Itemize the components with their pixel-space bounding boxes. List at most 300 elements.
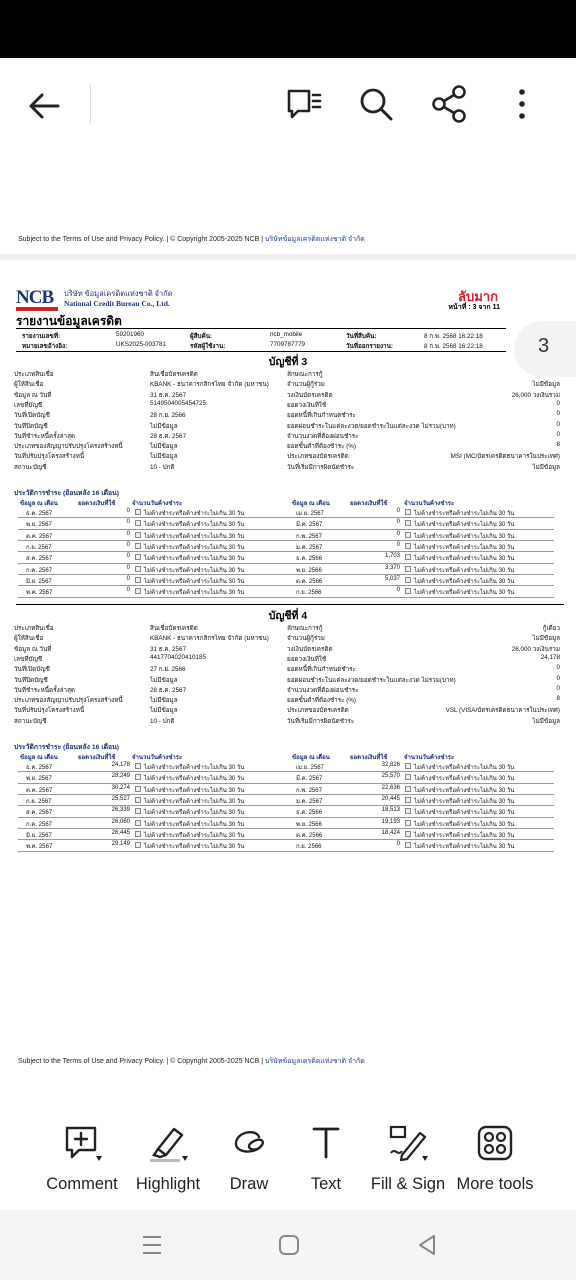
history-header: ยอดวงเงินที่ใช้ (350, 501, 388, 507)
meta-v1: 59201960 (116, 331, 145, 338)
field-value: สินเชื่อบัตรเครดิต (150, 625, 198, 632)
field-value: 0 (556, 410, 560, 418)
history-amount: 0 (396, 541, 400, 548)
top-toolbar (0, 58, 576, 150)
field-label: ประเภทของสัญญาปรับปรุงโครงสร้างหนี้ (14, 697, 123, 705)
company-name-en: National Credit Bureau Co., Ltd. (64, 299, 170, 308)
comment-label: Comment (46, 1175, 118, 1193)
field-label: วันที่ชำระหนี้ครั้งล่าสุด (14, 432, 76, 440)
history-month: ก.ค. 2567 (26, 821, 52, 828)
ncb-logo (16, 287, 60, 307)
history-status: ไม่ค้างชำระหรือค้างชำระไม่เกิน 30 วัน (414, 556, 515, 563)
history-month: ต.ค. 2567 (26, 533, 53, 540)
history-amount: 0 (396, 841, 400, 848)
field-value: 8 (556, 441, 560, 449)
history-amount: 26,339 (111, 807, 130, 814)
confidential-label: ลับมาก (458, 289, 498, 304)
field-value: 28 ธ.ค. 2567 (150, 686, 187, 694)
status-check-icon (405, 577, 411, 583)
history-month: ส.ค. 2567 (26, 810, 53, 817)
field-value: 10 - ปกติ (150, 717, 175, 725)
field-label: ประเภทของสัญญาปรับปรุงโครงสร้างหนี้ (14, 443, 123, 451)
history-row (18, 541, 554, 552)
field-label: ยอดขั้นต่ำที่ต้องชำระ (%) (287, 697, 357, 705)
history-month: ก.พ. 2567 (296, 787, 322, 794)
draw-label: Draw (229, 1175, 269, 1193)
meta-k1: รายงานเลขที่: (22, 333, 61, 340)
history-amount: 26,445 (111, 829, 130, 836)
status-check-icon (135, 532, 141, 538)
field-value: MSI (MC/บัตรเครดิตธนาคารในประเทศ) (450, 453, 560, 461)
report-page (0, 260, 576, 1095)
field-value: 28 ก.ย. 2566 (150, 412, 186, 420)
history-status: ไม่ค้างชำระหรือค้างชำระไม่เกิน 30 วัน (144, 787, 245, 794)
history-title: ประวัติการชำระ (ย้อนหลัง 16 เดือน) (14, 744, 120, 751)
field-value: 0 (556, 664, 560, 672)
field-label: สถานะบัญชี (14, 717, 47, 725)
previous-page (0, 150, 576, 254)
history-status: ไม่ค้างชำระหรือค้างชำระไม่เกิน 30 วัน (414, 511, 515, 517)
page-footer-bottom (18, 1056, 365, 1067)
fill-sign-icon (388, 1123, 428, 1163)
field-value: 26,000 วงเงินรวม (511, 391, 560, 399)
field-value: KBANK - ธนาคารกสิกรไทย จำกัด (มหาชน) (150, 381, 269, 389)
draw-icon (229, 1123, 269, 1163)
field-value: 0 (556, 430, 560, 438)
field-value: ไม่มีข้อมูล (150, 676, 178, 684)
recents-icon[interactable] (139, 1232, 165, 1258)
history-amount: 25,570 (381, 773, 400, 780)
field-value: 28 ธ.ค. 2567 (150, 432, 187, 440)
share-icon[interactable] (428, 82, 472, 126)
page-indicator-number: 3 (538, 335, 550, 357)
history-status: ไม่ค้างชำระหรือค้างชำระไม่เกิน 30 วัน (414, 798, 515, 805)
field-value: ไม่มีข้อมูล (150, 453, 178, 461)
history-row (18, 772, 554, 783)
history-month: ต.ค. 2566 (296, 578, 323, 585)
field-value: 0 (556, 420, 560, 428)
history-month: พ.ย. 2566 (296, 821, 322, 828)
field-value: 31 ธ.ค. 2567 (150, 391, 187, 399)
highlight-label: Highlight (135, 1175, 201, 1193)
history-status: ไม่ค้างชำระหรือค้างชำระไม่เกิน 30 วัน (144, 798, 245, 805)
history-status: ไม่ค้างชำระหรือค้างชำระไม่เกิน 30 วัน (144, 832, 245, 839)
status-check-icon (405, 797, 411, 803)
field-label: วันที่ปรับปรุงโครงสร้างหนี้ (14, 453, 85, 461)
field-label: ยอดหนี้ที่เกินกำหนดชำระ (287, 412, 356, 420)
history-header: ข้อมูล ณ เดือน (292, 501, 330, 507)
history-status: ไม่ค้างชำระหรือค้างชำระไม่เกิน 30 วัน (414, 787, 515, 794)
history-amount: 0 (126, 508, 130, 514)
history-amount: 20,445 (381, 795, 400, 802)
history-amount: 0 (126, 541, 130, 548)
status-check-icon (405, 842, 411, 848)
field-value: 10 - ปกติ (150, 463, 175, 471)
history-amount: 18,424 (381, 829, 400, 836)
history-month: ส.ค. 2567 (26, 556, 53, 563)
field-label: จำนวนผู้กู้ร่วม (287, 381, 325, 389)
history-status: ไม่ค้างชำระหรือค้างชำระไม่เกิน 30 วัน (414, 533, 515, 540)
status-check-icon (135, 842, 141, 848)
logo-text: NCB (16, 287, 54, 308)
status-check-icon (405, 808, 411, 814)
text-icon (306, 1123, 346, 1163)
footer-text: Subject to the Terms of Use and Privacy Policy. | © Copyright 2005-2025 NCB | (18, 1058, 266, 1065)
status-check-icon (405, 820, 411, 826)
field-value: 8 (556, 695, 560, 703)
history-status: ไม่ค้างชำระหรือค้างชำระไม่เกิน 30 วัน (144, 511, 245, 517)
history-status: ไม่ค้างชำระหรือค้างชำระไม่เกิน 30 วัน (414, 844, 515, 851)
history-header: ยอดวงเงินที่ใช้ (350, 755, 388, 761)
field-label: ยอดผ่อนชำระในแต่ละงวด/ยอดชำระในแต่ละงวด ไม่รวม(บาท) (287, 422, 456, 430)
history-amount: 25,527 (111, 795, 130, 802)
field-value: 0 (556, 674, 560, 682)
more-vertical-icon[interactable] (500, 82, 544, 126)
history-row (18, 806, 554, 817)
field-value: ไม่มีข้อมูล (532, 717, 560, 725)
history-amount: 0 (396, 587, 400, 594)
field-label: ยอดหนี้ที่เกินกำหนดชำระ (287, 666, 356, 674)
history-header: จำนวนวันค้างชำระ (404, 501, 455, 507)
history-row (18, 507, 554, 518)
status-check-icon (135, 774, 141, 780)
meta-v3: 8 ก.พ. 2568 16:22:18 (424, 343, 483, 350)
history-month: ต.ค. 2567 (26, 787, 53, 794)
field-label: วันที่ชำระหนี้ครั้งล่าสุด (14, 686, 76, 694)
history-row (18, 586, 554, 597)
company-name-th: บริษัท ข้อมูลเครดิตแห่งชาติ จำกัด (64, 289, 173, 298)
field-value: ไม่มีข้อมูล (532, 381, 560, 389)
add-comment-icon (62, 1123, 102, 1163)
toolbar-divider (90, 84, 91, 124)
field-label: จำนวนงวดที่ต้องผ่อนชำระ (287, 686, 359, 694)
meta-k3: วันที่ออกรายงาน: (346, 343, 393, 350)
history-month: ม.ค. 2567 (296, 798, 323, 805)
history-row (18, 829, 554, 840)
field-label: วงเงินบัตรเครดิต (287, 391, 333, 399)
history-status: ไม่ค้างชำระหรือค้างชำระไม่เกิน 30 วัน (144, 533, 245, 540)
status-check-icon (405, 588, 411, 594)
account-separator (16, 604, 564, 605)
field-label: วันที่ปรับปรุงโครงสร้างหนี้ (14, 707, 85, 715)
history-amount: 0 (126, 587, 130, 594)
history-month: พ.ย. 2566 (296, 567, 322, 574)
meta-v2: ncb_mobile (270, 331, 303, 338)
field-value: VSL (VISA/บัตรเครดิตธนาคารในประเทศ) (445, 707, 560, 715)
history-amount: 0 (126, 553, 130, 560)
field-value: กู้เดี่ยว (542, 625, 560, 632)
history-status: ไม่ค้างชำระหรือค้างชำระไม่เกิน 30 วัน (414, 544, 515, 551)
field-value: 0 (556, 684, 560, 692)
history-status: ไม่ค้างชำระหรือค้างชำระไม่เกิน 30 วัน (414, 578, 515, 585)
history-month: ธ.ค. 2567 (26, 511, 53, 517)
footer-text: Subject to the Terms of Use and Privacy Policy. | © Copyright 2005-2025 NCB | (18, 236, 266, 243)
history-status: ไม่ค้างชำระหรือค้างชำระไม่เกิน 30 วัน (144, 567, 245, 574)
history-status: ไม่ค้างชำระหรือค้างชำระไม่เกิน 30 วัน (144, 810, 245, 817)
history-amount: 0 (396, 519, 400, 526)
field-label: วันที่ปิดบัญชี (14, 676, 48, 684)
history-header: ข้อมูล ณ เดือน (20, 501, 58, 507)
status-check-icon (405, 509, 411, 515)
history-header: ข้อมูล ณ เดือน (20, 755, 58, 761)
history-row (18, 818, 554, 829)
history-amount: 24,178 (111, 762, 130, 768)
field-label: ประเภทสินเชื่อ (14, 625, 54, 632)
history-month: ธ.ค. 2566 (296, 556, 323, 563)
history-month: ธ.ค. 2566 (296, 810, 323, 817)
meta-k2: ผู้สืบค้น: (190, 333, 213, 340)
page-indicator[interactable] (514, 321, 576, 377)
history-status: ไม่ค้างชำระหรือค้างชำระไม่เกิน 30 วัน (144, 544, 245, 551)
page-number-label: หน้าที่ : 3 จาก 11 (448, 304, 500, 311)
footer-link[interactable]: บริษัทข้อมูลเครดิตแห่งชาติ จำกัด (265, 236, 365, 243)
status-check-icon (135, 786, 141, 792)
field-value: 5149504005454725 (150, 399, 207, 407)
history-status: ไม่ค้างชำระหรือค้างชำระไม่เกิน 30 วัน (414, 776, 515, 783)
history-month: ต.ค. 2566 (296, 832, 323, 839)
field-value: 4417704020410185 (150, 653, 207, 661)
field-value: 31 ธ.ค. 2567 (150, 645, 187, 653)
history-month: พ.ย. 2567 (26, 522, 52, 529)
comment-tool[interactable] (32, 1095, 132, 1210)
status-check-icon (135, 763, 141, 769)
history-amount: 22,636 (381, 784, 400, 791)
history-row (18, 784, 554, 795)
field-label: ยอดวงเงินที่ใช้ (287, 401, 327, 409)
status-check-icon (135, 509, 141, 515)
history-amount: 18,513 (381, 807, 400, 814)
history-amount: 32,826 (381, 762, 400, 768)
history-month: ธ.ค. 2567 (26, 765, 53, 771)
field-value: 24,178 (540, 653, 560, 661)
history-row (18, 840, 554, 851)
status-check-icon (135, 588, 141, 594)
field-label: วันที่เปิดบัญชี (14, 666, 50, 674)
field-value: ไม่มีข้อมูล (150, 707, 178, 715)
field-label: ประเภทสินเชื่อ (14, 371, 54, 378)
report-title: รายงานข้อมูลเครดิต (16, 314, 122, 328)
history-amount: 3,370 (384, 564, 400, 571)
history-month: ก.ย. 2567 (26, 798, 52, 805)
meta-v2: 7709787779 (270, 341, 306, 348)
back-triangle-icon[interactable] (414, 1232, 440, 1258)
history-status: ไม่ค้างชำระหรือค้างชำระไม่เกิน 30 วัน (144, 844, 245, 851)
home-icon[interactable] (276, 1232, 302, 1258)
history-amount: 0 (126, 530, 130, 537)
history-status: ไม่ค้างชำระหรือค้างชำระไม่เกิน 30 วัน (414, 832, 515, 839)
field-label: ยอดผ่อนชำระในแต่ละงวด/ยอดชำระในแต่ละงวด ไม่รวม(บาท) (287, 676, 456, 684)
field-label: จำนวนงวดที่ต้องผ่อนชำระ (287, 432, 359, 440)
history-status: ไม่ค้างชำระหรือค้างชำระไม่เกิน 30 วัน (414, 821, 515, 828)
field-label: วันที่เริ่มมีการผิดนัดชำระ (287, 717, 355, 725)
status-check-icon (135, 543, 141, 549)
history-row (18, 795, 554, 806)
field-label: ผู้ให้สินเชื่อ (14, 635, 44, 643)
field-value: 0 (556, 399, 560, 407)
status-check-icon (135, 577, 141, 583)
status-check-icon (135, 797, 141, 803)
history-amount: 30,274 (111, 784, 130, 791)
field-value: 27 ก.ย. 2566 (150, 666, 186, 674)
field-label: ข้อมูล ณ วันที่ (14, 645, 52, 653)
bottom-toolbar (0, 1095, 576, 1210)
history-status: ไม่ค้างชำระหรือค้างชำระไม่เกิน 30 วัน (414, 567, 515, 574)
history-header: ยอดวงเงินที่ใช้ (78, 755, 116, 761)
status-check-icon (405, 831, 411, 837)
history-month: ก.ย. 2567 (26, 544, 52, 551)
account-title: บัญชีที่ 4 (268, 610, 308, 622)
history-status: ไม่ค้างชำระหรือค้างชำระไม่เกิน 30 วัน (414, 810, 515, 817)
field-label: จำนวนผู้กู้ร่วม (287, 635, 325, 643)
field-label: ประเภทของบัตรเครดิต (287, 453, 349, 461)
status-check-icon (135, 566, 141, 572)
field-value: ไม่มีข้อมูล (532, 463, 560, 471)
history-month: ก.พ. 2567 (296, 533, 322, 540)
status-check-icon (135, 808, 141, 814)
document-viewer[interactable] (0, 150, 576, 1095)
history-amount: 0 (396, 508, 400, 514)
history-amount: 26,060 (111, 818, 130, 825)
footer-link[interactable]: บริษัทข้อมูลเครดิตแห่งชาติ จำกัด (265, 1058, 365, 1065)
history-header: ข้อมูล ณ เดือน (292, 755, 330, 761)
status-check-icon (405, 543, 411, 549)
history-row (18, 575, 554, 586)
field-value: ไม่มีข้อมูล (532, 635, 560, 643)
field-value: สินเชื่อบัตรเครดิต (150, 371, 198, 378)
history-header: จำนวนวันค้างชำระ (404, 755, 455, 761)
history-status: ไม่ค้างชำระหรือค้างชำระไม่เกิน 30 วัน (144, 765, 245, 771)
history-header: จำนวนวันค้างชำระ (132, 755, 183, 761)
history-amount: 5,037 (384, 575, 400, 582)
more-tools-icon (475, 1123, 515, 1163)
history-month: เม.ย. 2567 (296, 511, 324, 517)
search-icon[interactable] (354, 82, 398, 126)
field-label: วงเงินบัตรเครดิต (287, 645, 333, 653)
history-amount: 0 (396, 530, 400, 537)
history-amount: 28,249 (111, 773, 130, 780)
history-row (18, 530, 554, 541)
history-amount: 0 (126, 575, 130, 582)
history-status: ไม่ค้างชำระหรือค้างชำระไม่เกิน 30 วัน (414, 765, 515, 771)
field-label: ข้อมูล ณ วันที่ (14, 391, 52, 399)
fill-sign-label: Fill & Sign (370, 1175, 446, 1193)
status-check-icon (405, 786, 411, 792)
more-tools-label: More tools (456, 1175, 534, 1193)
field-label: เลขที่บัญชี (14, 401, 43, 409)
text-label: Text (310, 1175, 342, 1193)
history-status: ไม่ค้างชำระหรือค้างชำระไม่เกิน 30 วัน (144, 522, 245, 529)
field-label: ยอดวงเงินที่ใช้ (287, 655, 327, 663)
history-title: ประวัติการชำระ (ย้อนหลัง 16 เดือน) (14, 490, 120, 497)
status-check-icon (135, 820, 141, 826)
history-status: ไม่ค้างชำระหรือค้างชำระไม่เกิน 30 วัน (144, 821, 245, 828)
account-title: บัญชีที่ 3 (268, 356, 308, 368)
meta-rule (16, 351, 506, 352)
history-month: มี.ค. 2567 (296, 776, 323, 783)
history-month: ก.ย. 2566 (296, 844, 322, 851)
history-month: พ.ย. 2567 (26, 776, 52, 783)
history-row (18, 761, 554, 772)
history-status: ไม่ค้างชำระหรือค้างชำระไม่เกิน 30 วัน (144, 578, 245, 585)
field-value: ไม่มีข้อมูล (150, 697, 178, 705)
meta-k2: รหัสผู้ใช้งาน: (190, 343, 226, 350)
history-header: จำนวนวันค้างชำระ (132, 501, 183, 507)
history-status: ไม่ค้างชำระหรือค้างชำระไม่เกิน 30 วัน (144, 776, 245, 783)
field-label: ประเภทของบัตรเครดิต (287, 707, 349, 715)
page-footer (18, 234, 365, 245)
status-check-icon (405, 554, 411, 560)
meta-k1: หมายเลขอ้างอิง: (22, 343, 68, 350)
history-status: ไม่ค้างชำระหรือค้างชำระไม่เกิน 30 วัน (144, 556, 245, 563)
history-amount: 0 (126, 519, 130, 526)
status-check-icon (405, 520, 411, 526)
header-rule (16, 328, 506, 329)
history-amount: 29,149 (111, 841, 130, 848)
field-value: 26,000 วงเงินรวม (511, 645, 560, 653)
meta-v1: UKS2025-003781 (116, 341, 167, 348)
field-label: วันที่ปิดบัญชี (14, 422, 48, 430)
history-month: ก.ค. 2567 (26, 567, 52, 574)
history-month: มิ.ย. 2567 (26, 832, 52, 839)
history-month: ก.ย. 2566 (296, 590, 322, 597)
field-value: ไม่มีข้อมูล (150, 422, 178, 430)
field-label: วันที่เริ่มมีการผิดนัดชำระ (287, 463, 355, 471)
field-label: ผู้ให้สินเชื่อ (14, 381, 44, 389)
more-tools-tool[interactable] (445, 1095, 545, 1210)
history-amount: 0 (126, 564, 130, 571)
field-label: ลักษณะการกู้ (287, 625, 323, 632)
arrow-left-icon[interactable] (22, 84, 66, 128)
status-check-icon (405, 763, 411, 769)
history-month: พ.ค. 2567 (26, 844, 53, 851)
status-check-icon (405, 566, 411, 572)
status-check-icon (405, 774, 411, 780)
history-status: ไม่ค้างชำระหรือค้างชำระไม่เกิน 30 วัน (414, 590, 515, 597)
history-month: มี.ค. 2567 (296, 522, 323, 529)
system-nav-bar (0, 1210, 576, 1280)
field-value: KBANK - ธนาคารกสิกรไทย จำกัด (มหาชน) (150, 635, 269, 643)
fill-sign-tool[interactable] (358, 1095, 458, 1210)
status-check-icon (135, 520, 141, 526)
history-month: ม.ค. 2567 (296, 544, 323, 551)
comment-list-icon[interactable] (282, 82, 326, 126)
history-amount: 1,703 (384, 553, 400, 560)
field-label: เลขที่บัญชี (14, 655, 43, 663)
history-row (18, 564, 554, 575)
field-label: ลักษณะการกู้ (287, 371, 323, 378)
history-month: เม.ย. 2567 (296, 765, 324, 771)
history-month: พ.ค. 2567 (26, 590, 53, 597)
field-label: สถานะบัญชี (14, 463, 47, 471)
status-check-icon (405, 532, 411, 538)
history-row (18, 518, 554, 529)
field-value: ไม่มีข้อมูล (150, 443, 178, 451)
history-status: ไม่ค้างชำระหรือค้างชำระไม่เกิน 30 วัน (414, 522, 515, 529)
history-status: ไม่ค้างชำระหรือค้างชำระไม่เกิน 30 วัน (144, 590, 245, 597)
highlighter-icon (148, 1123, 188, 1163)
history-amount: 19,193 (381, 818, 400, 825)
status-bar (0, 0, 576, 58)
meta-k3: วันที่สืบค้น: (346, 333, 377, 340)
field-label: วันที่เปิดบัญชี (14, 412, 50, 420)
status-check-icon (135, 831, 141, 837)
history-month: มิ.ย. 2567 (26, 578, 52, 585)
history-row (18, 552, 554, 563)
meta-v3: 8 ก.พ. 2568 16:22:18 (424, 333, 483, 340)
status-check-icon (135, 554, 141, 560)
history-header: ยอดวงเงินที่ใช้ (78, 501, 116, 507)
field-label: ยอดขั้นต่ำที่ต้องชำระ (%) (287, 443, 357, 451)
